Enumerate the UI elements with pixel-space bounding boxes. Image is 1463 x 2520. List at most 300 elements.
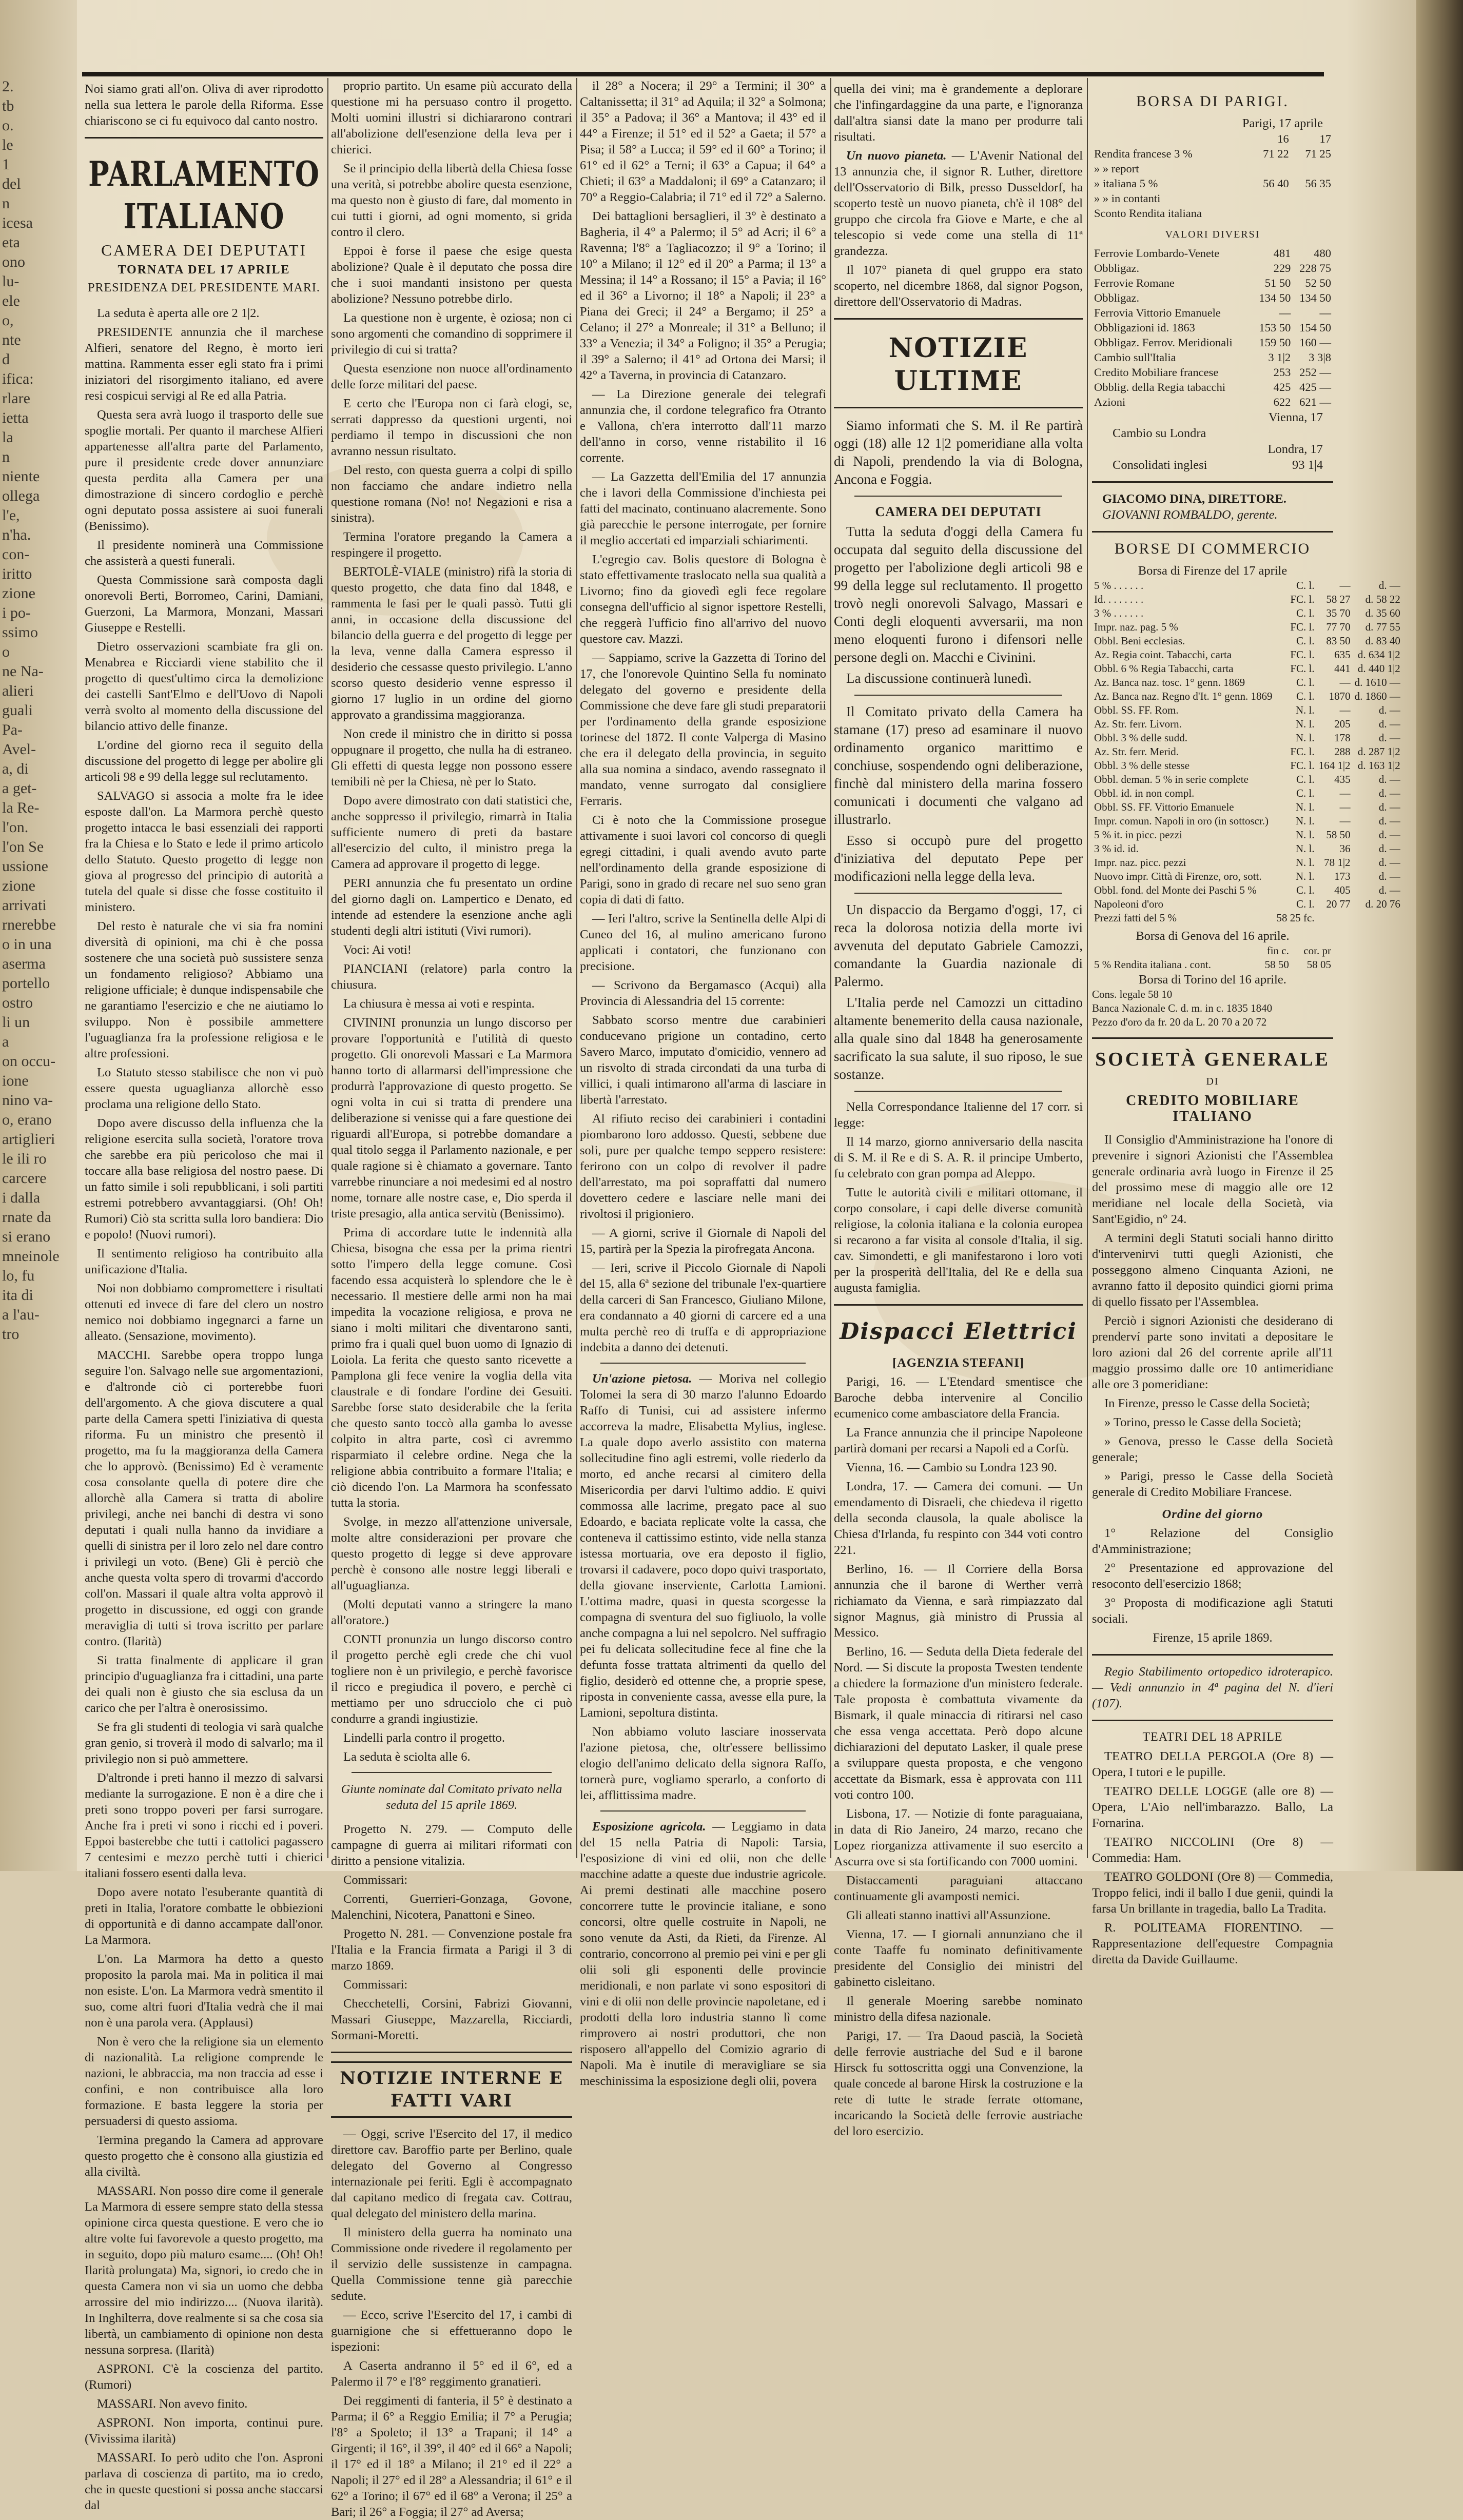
margin-fragment: a get- [2, 780, 37, 797]
borsa-torino-date: Borsa di Torino del 16 aprile. [1139, 973, 1286, 987]
row-label: Impr. comun. Napoli in oro (in sottoscr.) [1094, 815, 1269, 827]
row-value: 78 1|2 [1324, 856, 1351, 869]
report-paragraph: CIVININI pronunzia un lungo discorso per provare l'opportunità e l'utilità di questo progetto. Gli onorevoli Massari e La Marmora hanno torto di allarmarsi dell'impressione che produrrà l'approvazione di questo progetto. Se ogni volta in cui si tratta di prendere una deliberazione si venisse qui a fare questione dei riguardi all'Europa, si potrebbe domandare a qual titolo segga il Parlamento nazionale, e per quale ragione si è chiamato a governare. Tanto varrebbe rinunciare a noi medesimi ed al nostro nome, tornare alle nostre case, e, Dio sperda il triste presagio, alla antica servitù (Benissimo). [331, 1016, 572, 1220]
margin-fragment: mneinole [2, 1248, 60, 1265]
row-label: Nuovo impr. Città di Firenze, oro, sott. [1094, 870, 1262, 882]
theatre-item: TEATRO GOLDONI (Ore 8) — Commedia, Troppo felici, indi il ballo I due genii, quindi la farsa Un brillante in tragedia, ballo La Tradita. [1092, 1870, 1333, 1916]
col-head: 17 [1319, 132, 1331, 145]
report-paragraph: Questa sera avrà luogo il trasporto delle sue spoglie mortali. Per quanto il marchese Alfieri appartenesse all'altra parte del Parlamento, pure il presidente crede dover annunziare questa perdita alla Camera per una dimostrazione di sincero cordoglio e perchè ogni deputato possa assistere ai suoi funerali (Benissimo). [85, 408, 323, 533]
notice-paragraph: » Parigi, presso le Casse della Società generale di Credito Mobiliare Francese. [1092, 1469, 1333, 1499]
giunte-item: Correnti, Guerrieri-Gonzaga, Govone, Malenchini, Nicotera, Panattoni e Sineo. [331, 1892, 572, 1922]
row-value: FC. l. [1290, 648, 1315, 661]
margin-fragment: del [2, 175, 21, 192]
notizie-interne [331, 2126, 572, 2520]
column-rule [1087, 78, 1088, 1858]
row-label: Rendita francese 3 % [1094, 147, 1193, 160]
dispacci-list [834, 1374, 1083, 2139]
margin-fragment: ita di [2, 1287, 33, 1304]
margin-fragment: i po- [2, 604, 31, 621]
dispatch-paragraph: Il generale Moering sarebbe nominato ministro della difesa nazionale. [834, 1994, 1083, 2024]
report-paragraph: Noi non dobbiamo compromettere i risultati ottenuti ed invece di fare del clero un nostro nemico noi dobbiamo ingegnarci a farne un alleato. (Sensazione, movimento). [85, 1282, 323, 1343]
table-row [1092, 703, 1402, 717]
row-value: d. — [1378, 732, 1400, 744]
column-3 [580, 78, 826, 2088]
row-label: Impr. naz. picc. pezzi [1094, 856, 1186, 869]
row-value: 77 70 [1326, 621, 1351, 633]
row-value [1249, 191, 1291, 206]
societa-di: DI [1206, 1076, 1219, 1087]
row-value: d. — [1378, 829, 1400, 841]
row-value: 405 [1334, 884, 1351, 896]
news-paragraph: Tutta la seduta d'oggi della Camera fu occupata dal seguito della discussione del progetto per l'abolizione degli articoli 98 e 99 della legge sul reclutamento. Il progetto trovò negli onorevoli Salvago, Massari e Conti degli eloquenti avversarii, ma non meno eloquenti furono i difensori nelle persone degli on. Macchi e Civinini. [834, 524, 1083, 665]
row-label: Obbl. 3 % delle sudd. [1094, 732, 1187, 744]
report-paragraph: Dopo avere discusso della influenza che la religione esercita sulla società, l'oratore trova che sarebbe era più pericoloso che mai il toccare alla base religiosa del nostro paese. Di un fatto simile i soli repubblicani, i soli partiti estremi potrebbero avvantaggiarsi. (Oh! Oh! Rumori) Ciò sta scritta sulla loro bandiera: Dio e popolo! (Nuovi rumori). [85, 1116, 323, 1242]
row-value: C. l. [1296, 690, 1315, 702]
margin-fragment: ussione [2, 858, 48, 875]
row-value: 481 [1273, 247, 1291, 260]
row-value: 435 [1334, 773, 1351, 785]
row-value: 134 50 [1299, 291, 1331, 304]
col-head: fin c. [1266, 944, 1289, 957]
report-paragraph: MASSARI. Non avevo finito. [97, 2397, 248, 2411]
pianeta-text: — L'Avenir National del 13 annunzia che, il signor R. Luther, direttore dell'Osservatorio di Bilk, presso Dusseldorf, ha scoperto testè un nuovo pianeta, ch'è il 108° del gruppo che circola fra Giove e Marte, e che al telescopio si vede come una stella di 11ª grandezza. [834, 149, 1083, 258]
row-value: N. l. [1295, 856, 1315, 869]
row-value: 71 25 [1305, 147, 1331, 160]
report-paragraph: BERTOLÈ-VIALE (ministro) rifà la storia di questo progetto, che data fino dal 1848, e rammenta le fasi per le quali passò. Tutti gli anni, in occasione della discussione del bilancio della guerra e del progetto di legge per la leva, venne dalla Camera espresso il desiderio che cessasse questo privilegio. L'anno scorso questo desiderio venne espresso il giorno 17 luglio in un ordine del giorno approvato a grandissima maggioranza. [331, 565, 572, 722]
margin-fragment: n'ha. [2, 526, 31, 543]
giunte-title: Giunte nominate dal Comitato privato nella seduta del 15 aprile 1869. [341, 1782, 562, 1812]
row-label: Id. . . . . . . . [1094, 593, 1144, 605]
table-row [1092, 176, 1333, 191]
intro-paragraph: Noi siamo grati all'on. Oliva di aver riprodotto nella sua lettera le parole della Riforma. Esse chiariscono se ci fu equivoco dal canto nostro. [85, 82, 323, 128]
parliament-report [85, 305, 323, 2513]
ordine-item: 3° Proposta di modificazione agli Statuti sociali. [1092, 1596, 1333, 1626]
row-value: 229 [1273, 262, 1291, 274]
report-paragraph: Del resto è naturale che vi sia fra nomini diversità di opinioni, ma chi è che possa sostenere che una società può sussistere senza un fondamento religioso? Abbiamo una religione ufficiale; è dunque indispensabile che ne garantiamo l'esercizio e che ne aiutiamo lo sviluppo. Non è possibile ammettere l'uguaglianza fra la professione religiosa e le altre professioni. [85, 919, 323, 1060]
row-label: Obbligazioni id. 1863 [1094, 321, 1195, 334]
row-value: FC. l. [1290, 662, 1315, 675]
torino-rows [1092, 988, 1333, 1029]
margin-fragment: zione [2, 585, 35, 602]
table-row [1092, 380, 1333, 395]
news-paragraph: Ci è noto che la Commissione prosegue attivamente i suoi lavori col concorso di quegli egregi cittadini, i quali avendo avuto parte nell'ordinamento della grande esposizione di Parigi, sono in grado di recare nel suo seno gran copia di dati di fatto. [580, 813, 826, 907]
table-row [1092, 320, 1333, 335]
row-value: 228 75 [1299, 262, 1331, 274]
row-value: 58 50 [1326, 829, 1351, 841]
separator [331, 2052, 572, 2053]
notice-paragraph: Il Consiglio d'Amministrazione ha l'onore di prevenire i signori Azionisti che l'Assemblea generale ordinaria avrà luogo in Firenze il 25 del prossimo mese di maggio alle ore 12 meridiane nel locale della Società, via Sant'Egidio, n° 24. [1092, 1133, 1333, 1226]
row-value: 3 3|8 [1309, 351, 1331, 364]
notizie-interne-continued [580, 78, 826, 1355]
row-label: Obbl. 6 % Regia Tabacchi, carta [1094, 662, 1234, 675]
row-value: 164 1|2 [1318, 759, 1351, 772]
row-value: 56 35 [1305, 177, 1331, 190]
row-value: d. 1860 — [1354, 690, 1400, 702]
table-row [1092, 897, 1402, 911]
news-paragraph: A Caserta andranno il 5° ed il 6°, ed a Palermo il 7° e l'8° reggimento granatieri. [331, 2359, 572, 2389]
news-paragraph: il 28° a Nocera; il 29° a Termini; il 30° a Caltanissetta; il 31° ad Aquila; il 32° a Solmona; il 35° a Padova; il 36° a Mantova; il 43° ed il 44° a Firenze; il 51° ed il 52° a Gaeta; il 57° a Pisa; il 58° a Lucca; il 59° ed il 60° a Torino; il 61° ed il 62° a Terni; il 63° a Capua; il 64° a Chieti; il 63° a Maddaloni; il 69° a Catanzaro; il 70° a Reggio-Calabria; il 71° ed il 72° a Salerno. [580, 79, 826, 204]
table-row [1092, 146, 1333, 161]
dispatch-paragraph: Londra, 17. — Camera dei comuni. — Un emendamento di Disraeli, che chiedeva il rigetto della seconda clausola, la quale abolisce la Chiesa d'Irlanda, fu respinto con 344 voti contro 221. [834, 1480, 1083, 1557]
row-value: 480 [1314, 247, 1331, 260]
row-value: d. — [1378, 801, 1400, 813]
report-paragraph: Il presidente nominerà una Commissione che assisterà a questi funerali. [85, 538, 323, 568]
news-paragraph: Nella Correspondance Italienne del 17 corr. si legge: [834, 1100, 1083, 1130]
col-head: 16 [1277, 132, 1289, 145]
table-row [1092, 206, 1333, 221]
row-label: Obbl. Beni ecclesias. [1094, 635, 1185, 647]
agenzia-stefani: [AGENZIA STEFANI] [892, 1356, 1024, 1370]
row-value: 635 [1334, 648, 1351, 661]
cell: 58 05 [1306, 958, 1331, 971]
teatri-list [1092, 1748, 1333, 1967]
table-row [1092, 290, 1333, 305]
row-value: FC. l. [1290, 621, 1315, 633]
margin-fragment: ostro [2, 994, 33, 1011]
table-row [1092, 335, 1333, 350]
row-label: Credito Mobiliare francese [1094, 366, 1219, 379]
separator [1092, 1720, 1333, 1721]
row-value: C. l. [1296, 787, 1315, 799]
margin-fragment: iritto [2, 565, 32, 582]
report-paragraph: Prima di accordare tutte le indennità alla Chiesa, bisogna che essa per la prima rientri sotto l'impero della legge comune. Così facendo essa acquisterà lo splendore che le è necessario. Il mestiere delle armi non ha mai impedita la vocazione religiosa, e prova ne siano i molti militari che diventarono santi, primo fra i quali quel buon uomo di Ignazio di Loiola. La ferita che questo santo ricevette a Pamplona gli fece venire la voglia della vita claustrale e di fondare l'ordine dei Gesuiti. Sarebbe forse stato desiderabile che la ferita che questo santo toccò alla gamba lo avesse colpito in altra parte, così ci avremmo risparmiato il celebre ordine. Nega che la religione abbia contribuito a formare l'Italia; e ciò dicendo l'on. La Marmora ha sconfessato tutta la storia. [331, 1226, 572, 1510]
row-value: 178 [1334, 732, 1351, 744]
row-label: Az. Banca naz. tosc. 1° genn. 1869 [1094, 676, 1245, 688]
row-label: Az. Str. ferr. Merid. [1094, 745, 1179, 758]
row-value: C. l. [1296, 773, 1315, 785]
separator [1092, 481, 1333, 483]
azione-text: — Moriva nel collegio Tolomei la sera di 30 marzo l'alunno Edoardo Raffo di Tunisi, cui ad assistere infermo accorreva la madre, Elisabetta Mylius, inglese. La quale dopo averlo assistito con materna sollecitudine fino agli estremi, volle riederlo da morto, ed anche recarsi al cimitero della Misericordia per darvi l'ultimo addio. E quivi commossa alle lacrime, pregato pace al suo Edoardo, e baciata replicate volte la cassa, che conteneva il cattissimo estinto, vide nella stanza istessa mortuaria, ove era deposto il figlio, trovarsi il cadavere, poco dopo quivi trasportato, della giovane inserviente, Carlotta Lamioni. L'ottima madre, quasi in questa scorgesse la compagna di sventura del suo figliuolo, la volle anche compagna a lui nel sepolcro. Nel suffragio pei fu delicata sollecitudine fece al fine che la defunta fosse trattata altrimenti da quello del figlio, desiderò ed ottenne che, a proprie spese, riposta in conveniente cassa, avesse ella pure, la Lamioni, sepoltura distinta. [580, 1372, 826, 1720]
notizie-interne-title: NOTIZIE INTERNE E FATTI VARI [331, 2061, 572, 2118]
giunte-item: Progetto N. 279. — Computo delle campagne di guerra ai militari riformati con diritto a pensione vitalizia. [331, 1822, 572, 1868]
report-paragraph: D'altronde i preti hanno il mezzo di salvarsi mediante la surrogazione. E non è a dire che i preti sono troppo poveri per farsi surrogare. Anche fra i preti vi sono i ricchi ed i poveri. Eppoi basterebbe che tutti i cattolici pagassero 7 centesimi e mezzo perchè tutti i chierici italiani fossero esenti dalla leva. [85, 1771, 323, 1880]
report-paragraph: E certo che l'Europa non ci farà elogi, se, serrati dappresso da questioni urgenti, noi perdiamo il tempo in discussioni che non avranno nessun risultato. [331, 397, 572, 458]
londra-date: Londra, 17 [1267, 442, 1323, 456]
row-label: Cambio sull'Italia [1094, 351, 1176, 364]
pianeta-title: Un nuovo pianeta. [846, 149, 947, 163]
table-row [1092, 814, 1402, 828]
parliament-report-continued [331, 78, 572, 1765]
ordine-item: 1° Relazione del Consiglio d'Amministrazione; [1092, 1526, 1333, 1556]
margin-fragment: on occu- [2, 1053, 56, 1070]
row-value: d. — [1378, 884, 1400, 896]
separator [854, 496, 1062, 497]
row-value [1249, 206, 1291, 221]
row-label: Sconto Rendita italiana [1094, 207, 1202, 220]
torino-row: Cons. legale 58 10 [1092, 988, 1173, 1000]
table-row [1092, 745, 1402, 759]
ordine-title: Ordine del giorno [1162, 1507, 1263, 1521]
margin-fragment: arrivati [2, 897, 47, 914]
giunte-item: Progetto N. 281. — Convenzione postale fra l'Italia e la Francia firmata a Parigi il 3 di marzo 1869. [331, 1927, 572, 1973]
row-label: Az. Banca naz. Regno d'It. 1° genn. 1869 [1094, 690, 1273, 702]
margin-fragment: ssimo [2, 624, 38, 641]
news-paragraph: — A giorni, scrive il Giornale di Napoli del 15, partirà per la Spezia la pirofregata Ancona. [580, 1226, 826, 1256]
row-value: 56 40 [1263, 177, 1289, 190]
notice-paragraph: In Firenze, presso le Casse della Società; [1104, 1396, 1310, 1410]
row-value: d. — [1378, 870, 1400, 882]
societa-title: SOCIETÀ GENERALE [1095, 1049, 1330, 1070]
news-paragraph: — Scrivono da Bergamasco (Acqui) alla Provincia di Alessandria del 15 corrente: [580, 978, 826, 1008]
margin-fragment: niente [2, 468, 40, 485]
table-row [1092, 690, 1402, 703]
presidenza-heading: PRESIDENZA DEL PRESIDENTE MARI. [88, 281, 320, 294]
row-value: d. 58 22 [1365, 593, 1400, 605]
report-paragraph: ASPRONI. C'è la coscienza del partito. (Rumori) [85, 2362, 323, 2392]
news-paragraph: Il Comitato privato della Camera ha stamane (17) preso ad esaminare il nuovo ordinamento organico marittimo e conchiuse, sospendendo ogni deliberazione, finchè dal ministero della marina fossero comunicati i documenti che valgano ad illustrarlo. [834, 704, 1083, 827]
teatri-title: TEATRI DEL 18 APRILE [1142, 1730, 1283, 1744]
report-paragraph: Se il principio della libertà della Chiesa fosse una verità, si potrebbe abolire questa esenzione, ma questo non è giusto di fare, dal momento in cui tutti i giorni, ad ogni momento, si grida contro il clero. [331, 162, 572, 239]
news-paragraph: Tutte le autorità civili e militari ottomane, il corpo consolare, i capi delle diverse comunità religiose, la colonia italiana e la colonia europea si recarono a far visita al console d'Italia, il sig. cav. Simondetti, e gli manifestarono i loro voti per la prosperità dell'Italia, del Re e della sua augusta famiglia. [834, 1186, 1083, 1295]
row-value: d. 77 55 [1365, 621, 1400, 633]
report-paragraph: Questa esenzione non nuoce all'ordinamento delle forze militari del paese. [331, 362, 572, 391]
margin-fragment: lu- [2, 273, 19, 290]
dispatch-paragraph: Distaccamenti paraguiani attaccano continuamente gli avamposti nemici. [834, 1874, 1083, 1903]
table-row [1092, 731, 1402, 745]
row-value: — [1339, 579, 1351, 592]
separator [600, 1810, 806, 1812]
margin-fragment: la [2, 429, 13, 446]
row-value: FC. l. [1290, 593, 1315, 605]
margin-fragment: lo, fu [2, 1267, 35, 1284]
row-label: Ferrovia Vittorio Emanuele [1094, 306, 1221, 319]
table-row [1092, 911, 1402, 925]
table-row [1092, 261, 1333, 275]
margin-fragment: tro [2, 1326, 19, 1343]
row-value: 1870 [1329, 690, 1351, 702]
row-value: — [1339, 801, 1351, 813]
margin-fragment: rlare [2, 390, 30, 407]
report-paragraph: Se fra gli studenti di teologia vi sarà qualche gran genio, si troverà il modo di salvarlo; ma il privilegio non si può ammettere. [85, 1720, 323, 1766]
borsa-parigi-date: Parigi, 17 aprile [1242, 116, 1323, 130]
table-row [1092, 634, 1402, 648]
valori-title: VALORI DIVERSI [1165, 229, 1260, 240]
report-paragraph: MASSARI. Non posso dire come il generale La Marmora di essere sempre stato della stessa opinione circa questa questione. E vero che io altre volte fui favorevole a questo progetto, ma in seguito, dopo più maturo esame.... (Oh! Oh! Ilarità prolungata) Ma, signori, io credo che in questa Camera non vi sia un uomo che debba arrossire del mio indirizzo.... (Nuova ilarità). In Inghilterra, dove realmente si sa che cosa sia libertà, un cambiamento di opinione non desta nessuna sorpresa. (Ilarità) [85, 2184, 323, 2357]
row-label: Azioni [1094, 396, 1126, 408]
row-value: d. 35 60 [1365, 607, 1400, 619]
column-2 [331, 78, 572, 2519]
row-value: 621 — [1299, 396, 1331, 408]
row-value: 20 77 [1326, 898, 1351, 910]
row-value: 154 50 [1299, 321, 1331, 334]
margin-fragment: 1 [2, 156, 10, 173]
row-value: — [1339, 676, 1351, 688]
azione-title: Un'azione pietosa. [592, 1372, 692, 1386]
vini-paragraph: quella dei vini; ma è grandemente a deplorare che l'infingardaggine da una parte, e l'ignoranza dall'altra siansi date la mano per produrre tali risultati. [834, 82, 1083, 144]
row-value: d. — [1378, 787, 1400, 799]
margin-fragment: ifica: [2, 370, 34, 387]
report-paragraph: Dietro osservazioni scambiate fra gli on. Menabrea e Ricciardi viene stabilito che il progetto di quest'ultimo circa la demolizione dei castelli Sant'Elmo e dell'Uovo di Napoli verrà svolto al momento della discussione del bilancio attivo delle finanze. [85, 640, 323, 733]
row-value: FC. l. [1290, 745, 1315, 758]
margin-fragment: a, di [2, 760, 29, 777]
report-paragraph: (Molti deputati vanno a stringere la mano all'oratore.) [331, 1598, 572, 1627]
previous-page-text-fragments [2, 77, 74, 1344]
torino-row: Pezzo d'oro da fr. 20 da L. 20 70 a 20 72 [1092, 1016, 1267, 1028]
row-label: Napoleoni d'oro [1094, 898, 1164, 910]
row-value: C. l. [1296, 607, 1315, 619]
news-paragraph: La discussione continuerà lunedì. [846, 671, 1032, 686]
margin-fragment: o [2, 643, 10, 660]
row-value: 134 50 [1259, 291, 1291, 304]
valori-table [1092, 246, 1333, 409]
news-paragraph: — La Direzione generale dei telegrafi annunzia che, il cordone telegrafico fra Otranto e Vallona, ch'era interrotto dall'11 marzo dell'anno in corso, venne ristabilito il 16 corrente. [580, 387, 826, 465]
societa-subtitle: CREDITO MOBILIARE ITALIANO [1126, 1093, 1299, 1125]
table-row [1092, 579, 1402, 593]
row-value: d. — [1378, 704, 1400, 716]
report-paragraph: Termina l'oratore pregando la Camera a respingere il progetto. [331, 530, 572, 560]
margin-fragment: la Re- [2, 799, 40, 816]
separator [854, 893, 1062, 894]
report-paragraph: PERI annunzia che fu presentato un ordine del giorno dagli on. Lampertico e Denato, ed intende ad estendere la esenzione anche agli studenti degli altri istituti (Vivi rumori). [331, 876, 572, 938]
margin-fragment: l'e, [2, 507, 20, 524]
report-paragraph: Questa Commissione sarà composta dagli onorevoli Berti, Borromeo, Carini, Damiani, Guerzoni, La Marmora, Monzani, Massari Giuseppe e Restelli. [85, 573, 323, 635]
dispacci-title: Dispacci Elettrici [840, 1318, 1077, 1345]
theatre-item: R. POLITEAMA FIORENTINO. — Rappresentazione dell'equestre Compagnia diretta da Davide Guillaume. [1092, 1921, 1333, 1966]
row-label: » italiana 5 % [1094, 177, 1158, 190]
borse-commercio-title: BORSE DI COMMERCIO [1114, 540, 1311, 557]
margin-fragment: l'on. [2, 819, 29, 836]
row-value: — [1339, 815, 1351, 827]
row-value: d. 83 40 [1365, 635, 1400, 647]
margin-fragment: carcere [2, 1170, 47, 1187]
row-label: Ferrovie Lombardo-Venete [1094, 247, 1220, 260]
report-paragraph: MASSARI. Io però udito che l'on. Asproni parlava di coscienza di partito, ma io credo, che in queste questioni si possa anche staccarsi dal [85, 2451, 323, 2512]
table-row [1092, 759, 1402, 773]
giunte-item: Commissari: [343, 1978, 408, 1992]
row-value: d. 634 1|2 [1357, 648, 1400, 661]
theatre-item: TEATRO DELLE LOGGE (alle ore 8) — Opera, L'Aio nell'imbarazzo. Ballo, La Fornarina. [1092, 1784, 1333, 1830]
separator [85, 137, 323, 139]
report-paragraph: Non crede il ministro che in diritto si possa oppugnare il progetto, che nulla ha di estraneo. Gli effetti di questa legge non possono essere temibili nè per la Chiesa, nè per lo Stato. [331, 727, 572, 789]
report-paragraph: ASPRONI. Non importa, continui pure. (Vivissima ilarità) [85, 2416, 323, 2446]
separator [600, 1363, 806, 1364]
binding-edge [1416, 0, 1463, 1871]
row-value [1291, 191, 1333, 206]
report-paragraph: MACCHI. Sarebbe opera troppo lunga seguire l'on. Salvago nelle sue argomentazioni, e d'altronde ciò ci porterebbe fuori dell'argomento. A che giova discutere a qual parte della Camera spetti l'iniziativa di questa riforma. Fu un ministro che presentò il progetto, ma fu la maggioranza della Camera che lo approvò. (Benissimo) Ed è veramente cosa consolante quella di potere dire che allorchè alla Camera si tratta di abolire privilegi, anche nei banchi di destra vi sono deputati i quali nulla hanno da invidiare a quelli di sinistra per il loro zelo nel dare contro i privilegi un voto. (Bene) Gli è perciò che anche questa volta spero di trovarmi d'accordo coll'on. Massari il quale altra volta approvò il progetto in discussione, ed oggi con grande meraviglia di tutti si trova iscritto per parlare contro. (Ilarità) [85, 1348, 323, 1648]
row-value: 58 25 fc. [1276, 912, 1315, 924]
separator [1092, 531, 1333, 533]
cambio-londra: Cambio su Londra [1113, 426, 1206, 440]
cell: 58 50 [1264, 958, 1289, 971]
margin-fragment: zione [2, 877, 35, 894]
report-paragraph: L'on. La Marmora ha detto a questo proposito la parola mai. Ma in politica il mai non esiste. L'on. La Marmora vedrà smentito il suo, come altri fuori d'Italia vedrà che il mai non è una parola vera. (Applausi) [85, 1952, 323, 2030]
report-paragraph: Voci: Ai voti! [343, 943, 412, 957]
row-label: Obbl. deman. 5 % in serie complete [1094, 773, 1249, 785]
report-paragraph: PRESIDENTE annunzia che il marchese Alfieri, senatore del Regno, è morto ieri mattina. Rammenta esser egli stato fra i primi iniziatori del risorgimento italiano, ed avere resi cospicui servigi al Re ed alla Patria. [85, 325, 323, 403]
report-paragraph: Lo Statuto stesso stabilisce che non vi può essere questa uguaglianza allorchè esso proclama una religione dello Stato. [85, 1066, 323, 1111]
row-value: C. l. [1296, 898, 1315, 910]
report-paragraph: La chiusura è messa ai voti e respinta. [343, 997, 535, 1011]
margin-fragment: o. [2, 117, 14, 134]
table-row [1092, 606, 1402, 620]
table-row [1092, 161, 1333, 176]
news-paragraph: — Oggi, scrive l'Esercito del 17, il medico direttore cav. Baroffio parte per Berlino, quale delegato del Governo al Congresso internazionale pei feriti. Egli è accompagnato dal capitano medico di fregata cav. Cottrau, qual delegato del ministero della marina. [331, 2127, 572, 2220]
row-value: N. l. [1295, 829, 1315, 841]
row-value: 425 — [1299, 381, 1331, 393]
esposizione-agricola [580, 1819, 826, 2089]
table-row [1092, 395, 1333, 409]
row-value: d. — [1378, 579, 1400, 592]
row-label: Ferrovie Romane [1094, 277, 1175, 289]
margin-fragment: ele [2, 292, 20, 309]
row-value: 441 [1334, 662, 1351, 675]
row-value: 58 27 [1326, 593, 1351, 605]
news-paragraph: Dei reggimenti di fanteria, il 5° è destinato a Parma; il 6° a Reggio Emilia; il 7° a Perugia; l'8° a Spoleto; il 13° a Trapani; il 14° a Girgenti; il 16°, il 39°, il 40° ed il 66° a Napoli; il 17° ed il 18° a Milano; il 21° ed il 22° a Napoli; il 27° ed il 28° a Alessandria; il 61° e il 62° a Torino; il 67° ed il 68° a Verona; il 25° a Bari; il 26° a Foggia; il 27° ad Aversa; [331, 2394, 572, 2519]
row-value: C. l. [1296, 676, 1315, 688]
row-value: d. 440 1|2 [1357, 662, 1400, 675]
news-paragraph: — Sappiamo, scrive la Gazzetta di Torino del 17, che l'onorevole Quintino Sella fu nominato delegato del governo e presidente della Commissione che deve fare gli studi preparatorii per l'ordinamento della grande esposizione torinese del 1872. Il conte Valperga di Masino che era il delegato della provincia, in seguito alla sua nomina a sindaco, avendo rassegnato il mandato, venne surrogato dal consigliere Ferraris. [580, 651, 826, 808]
row-label: Obbligaz. [1094, 291, 1140, 304]
row-value: FC. l. [1290, 759, 1315, 772]
row-label: Az. Str. ferr. Livorn. [1094, 718, 1182, 730]
news-paragraph: L'Italia perde nel Camozzi un cittadino altamente benemerito della causa nazionale, alla quale sino dal 1848 ha generosamente sacrificato la sua salute, il suo riposo, le sue sostanze. [834, 995, 1083, 1082]
ordine-list [1092, 1525, 1333, 1627]
news-paragraph: Il ministero della guerra ha nominato una Commissione onde rivedere il regolamento per il servizio delle sussistenze in campagna. Quella Commissione tenne già parecchie sedute. [331, 2226, 572, 2303]
news-paragraph: Al rifiuto reciso dei carabinieri i contadini piombarono loro addosso. Questi, sebbene due soli, pure per qualche tempo seppero resistere: ferirono con un colpo di revolver il padre dell'arrestato, ma poi sopraffatti dal numero dovettero cedere e lasciare nelle mani dei rivoltosi il prigioniero. [580, 1112, 826, 1221]
borsa-parigi-table [1092, 131, 1333, 221]
notice-paragraph: Perciò i signori Azionisti che desiderano di prenderví parte sono invitati a depositare le loro azioni dal 26 del corrente aprile all'11 maggio prossimo dalle ore 10 antimeridiane alle ore 3 pomeridiane: [1092, 1314, 1333, 1391]
row-value: C. l. [1296, 884, 1315, 896]
dispatch-paragraph: Berlino, 16. — Il Corriere della Borsa annunzia che il barone di Werther verrà richiamato da Vienna, e sarà rimpiazzato dal signor Magnus, già ministro di Prussia al Messico. [834, 1562, 1083, 1640]
margin-fragment: nino va- [2, 1092, 53, 1109]
row-value [1317, 911, 1353, 925]
margin-fragment: a l'au- [2, 1306, 40, 1323]
news-paragraph: Il 14 marzo, giorno anniversario della nascita di S. M. il Re e di S. A. R. il principe Umberto, fu celebrato con gran pompa ad Aleppo. [834, 1135, 1083, 1180]
report-paragraph: La seduta è sciolta alle 6. [343, 1750, 471, 1764]
borsa-firenze-date: Borsa di Firenze del 17 aprile [1138, 564, 1288, 578]
dispatch-paragraph: Vienna, 16. — Cambio su Londra 123 90. [846, 1461, 1057, 1474]
column-5 [1092, 78, 1400, 1966]
row-value: d. — [1378, 718, 1400, 730]
table-row [1092, 800, 1402, 814]
row-label: Impr. naz. pag. 5 % [1094, 621, 1178, 633]
separator [1092, 1037, 1333, 1039]
correspondance-italienne [834, 1099, 1083, 1296]
report-paragraph: Dopo avere dimostrato con dati statistici che, anche soppresso il privilegio, rimarrà in Italia sufficiente numero di preti da bastare all'esercizio del culto, il ministro prega la Camera ad approvare il progetto di legge. [331, 794, 572, 871]
row-label: Obbligaz. [1094, 262, 1140, 274]
margin-fragment: rnate da [2, 1209, 51, 1226]
table-row [1092, 648, 1402, 662]
margin-fragment: o, [2, 312, 14, 329]
row-value: C. l. [1296, 579, 1315, 592]
azione-pietosa [580, 1371, 826, 1721]
table-row [1092, 275, 1333, 290]
torino-row: Banca Nazionale C. d. m. in c. 1835 1840 [1092, 1002, 1273, 1014]
report-paragraph: PIANCIANI (relatore) parla contro la chiusura. [331, 962, 572, 992]
row-value: 622 [1273, 396, 1291, 408]
row-value: N. l. [1295, 815, 1315, 827]
table-row [1092, 883, 1402, 897]
separator [854, 695, 1062, 696]
comitato-privato [834, 703, 1083, 885]
direttore: GIACOMO DINA, DIRETTORE. [1102, 492, 1286, 506]
consolidati-value: 93 1|4 [1292, 458, 1323, 472]
row-value: 71 22 [1263, 147, 1289, 160]
row-value: 153 50 [1259, 321, 1291, 334]
table-row [1092, 958, 1333, 972]
margin-fragment: ione [2, 1072, 29, 1089]
margin-fragment: a [2, 1033, 9, 1050]
row-label: Obbl. id. in non compl. [1094, 787, 1195, 799]
margin-fragment: ietta [2, 409, 29, 426]
row-value: d. — [1378, 856, 1400, 869]
table-row [1092, 620, 1402, 634]
consolidati-row [1092, 457, 1333, 473]
row-value: N. l. [1295, 801, 1315, 813]
margin-fragment: d [2, 351, 10, 368]
margin-fragment: ono [2, 253, 25, 270]
report-paragraph: Eppoi è forse il paese che esige questa abolizione? Quale è il deputato che possa dire che i suoi mandanti insistono per questa abolizione? Nessuno potrebbe dirlo. [331, 244, 572, 306]
